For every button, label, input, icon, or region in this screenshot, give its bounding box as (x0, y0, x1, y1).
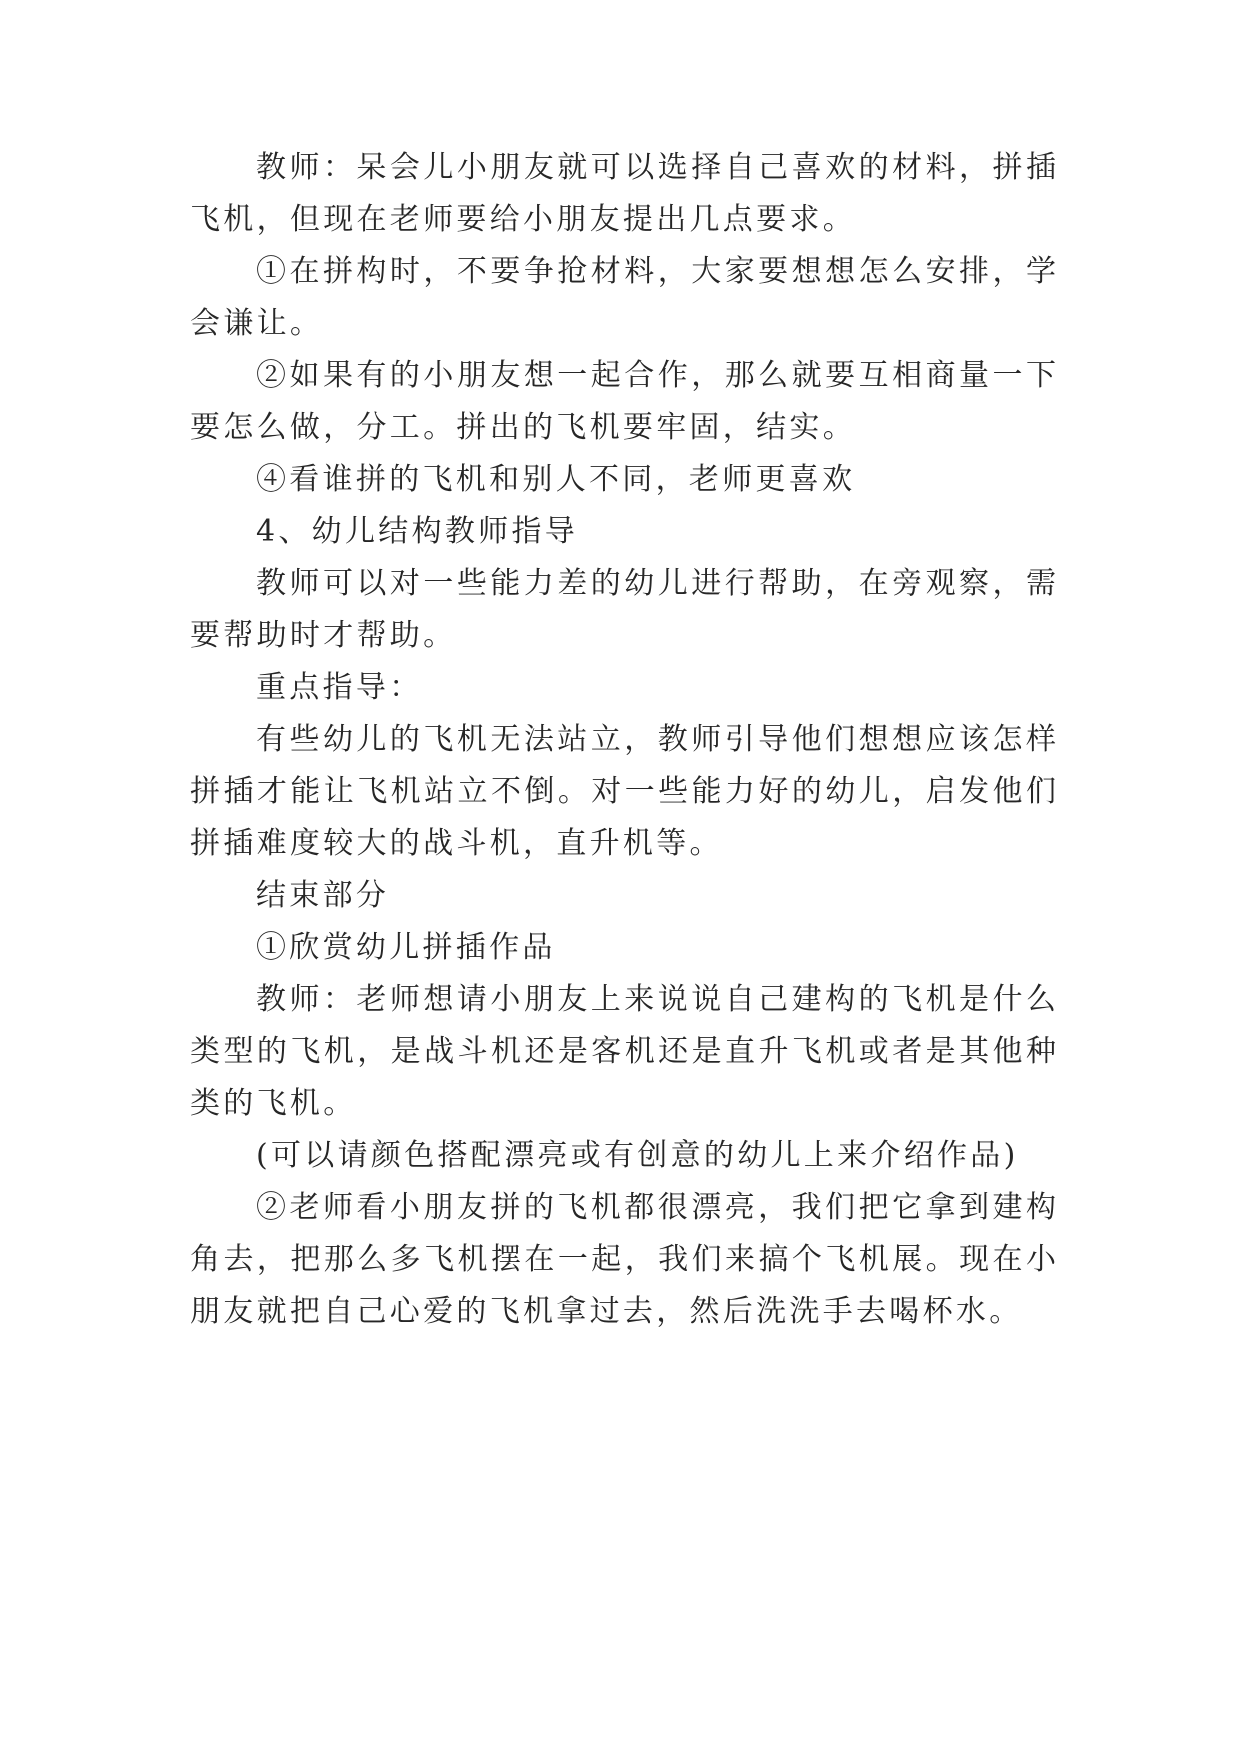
text-line: 结束部分 (256, 878, 390, 913)
section-heading (190, 506, 1056, 558)
text-line: (可以请颜色搭配漂亮或有创意的幼儿上来介绍作品) (256, 1138, 1019, 1173)
paragraph (190, 350, 1056, 454)
section-heading (190, 870, 1056, 922)
paragraph (190, 922, 1056, 974)
paragraph (190, 454, 1056, 506)
text-line: ②老师看小朋友拼的飞机都很漂亮，我们把它拿到建构 (256, 1190, 1056, 1225)
paragraph (190, 714, 1056, 870)
text-line: 朋友就把自己心爱的飞机拿过去，然后洗洗手去喝杯水。 (190, 1294, 1023, 1329)
text-line: 教师可以对一些能力差的幼儿进行帮助，在旁观察，需 (256, 566, 1056, 601)
paragraph (190, 1130, 1056, 1182)
paragraph (190, 558, 1056, 662)
text-line: 类型的飞机，是战斗机还是客机还是直升飞机或者是其他种 (190, 1034, 1056, 1069)
text-line: 4、幼儿结构教师指导 (256, 514, 579, 549)
text-line: 要怎么做，分工。拼出的飞机要牢固，结实。 (190, 410, 856, 445)
text-line: 角去，把那么多飞机摆在一起，我们来搞个飞机展。现在小 (190, 1242, 1056, 1277)
subheading (190, 662, 1056, 714)
text-line: 会谦让。 (190, 306, 324, 341)
paragraph (190, 246, 1056, 350)
text-line: ①欣赏幼儿拼插作品 (256, 930, 556, 965)
text-line: 重点指导： (256, 670, 423, 705)
text-line: 飞机，但现在老师要给小朋友提出几点要求。 (190, 202, 856, 237)
text-line: ②如果有的小朋友想一起合作，那么就要互相商量一下 (256, 358, 1056, 393)
paragraph (190, 974, 1056, 1130)
text-line: ①在拼构时，不要争抢材料，大家要想想怎么安排，学 (256, 254, 1056, 289)
paragraph (190, 142, 1056, 246)
text-line: 教师：呆会儿小朋友就可以选择自己喜欢的材料，拼插 (256, 150, 1056, 185)
paragraph (190, 1182, 1056, 1338)
text-line: 拼插难度较大的战斗机，直升机等。 (190, 826, 723, 861)
text-line: 要帮助时才帮助。 (190, 618, 457, 653)
document-body (190, 142, 1056, 1338)
text-line: 拼插才能让飞机站立不倒。对一些能力好的幼儿，启发他们 (190, 774, 1056, 809)
text-line: 教师：老师想请小朋友上来说说自己建构的飞机是什么 (256, 982, 1056, 1017)
text-line: 类的飞机。 (190, 1086, 357, 1121)
text-line: 有些幼儿的飞机无法站立，教师引导他们想想应该怎样 (256, 722, 1056, 757)
text-line: ④看谁拼的飞机和别人不同，老师更喜欢 (256, 462, 856, 497)
